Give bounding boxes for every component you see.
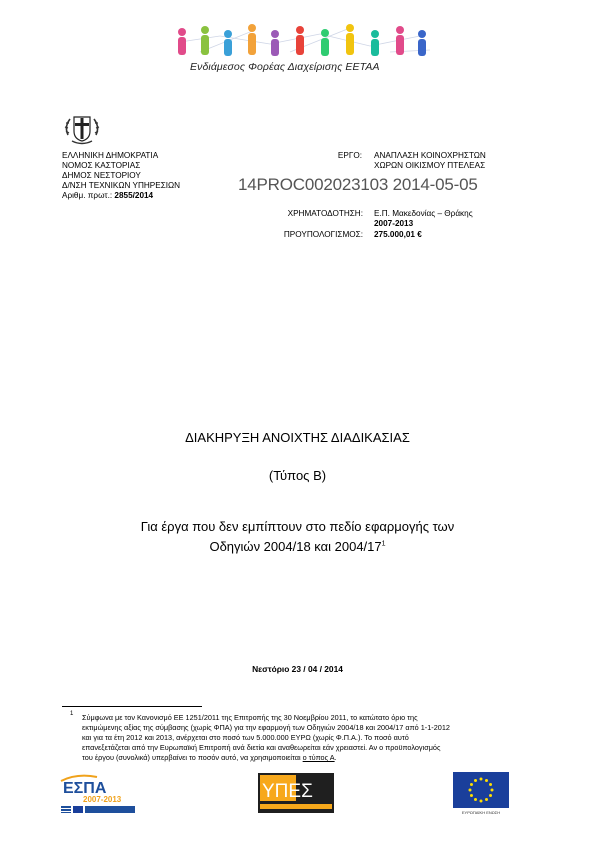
footnote-line-2: εκτιμώμενης αξίας της σύμβασης (χωρίς ΦΠΑ) για την εφαρμογή των Οδηγιών 2004/18 και 2004/17 από 1-1-2012	[82, 723, 450, 732]
banner-title: Ενδιάμεσος Φορέας Διαχείρισης ΕΕΤΑΑ	[190, 61, 380, 73]
document-type: (Τύπος Β)	[268, 468, 327, 483]
footnote-line-1: Σύμφωνα με τον Κανονισμό ΕΕ 1251/2011 της Επιτροπής της 30 Νοεμβρίου 2011, το κατώτατο όριο της	[82, 713, 418, 722]
budget-value: 275.000,01 €	[374, 230, 422, 239]
funding-line-1: Ε.Π. Μακεδονίας – Θράκης	[374, 209, 473, 218]
reference-number: 14PROC002023103 2014-05-05	[238, 175, 478, 194]
espa-logo	[57, 771, 139, 816]
subtitle-line-2-text: Οδηγιών 2004/18 και 2004/17	[209, 539, 382, 554]
footnote-marker: 1	[70, 711, 74, 717]
subtitle-line-2	[0, 539, 595, 554]
ypes-logo-text: ΥΠΕΣ	[262, 781, 313, 802]
eu-star-icon	[470, 783, 473, 786]
type-a-link[interactable]: ο τύπος Α	[302, 753, 335, 762]
footnote-line-5-end: .	[334, 753, 337, 762]
funding-label: ΧΡΗΜΑΤΟΔΟΤΗΣΗ:	[287, 209, 363, 218]
eu-star-icon	[480, 778, 483, 781]
ergo-line-2: ΧΩΡΩΝ ΟΙΚΙΣΜΟΥ ΠΤΕΛΕΑΣ	[374, 161, 486, 170]
authority-line-3: ΔΗΜΟΣ ΝΕΣΤΟΡΙΟΥ	[62, 171, 141, 180]
funding-line-2: 2007-2013	[374, 219, 414, 228]
footnote-divider	[62, 706, 202, 707]
document-title: ΔΙΑΚΗΡΥΞΗ ΑΝΟΙΧΤΗΣ ΔΙΑΔΙΚΑΣΙΑΣ	[185, 430, 410, 445]
footnote-line-3: και για τα έτη 2012 και 2013, ανέρχεται στο ποσό των 5.000.000 ΕΥΡΩ (χωρίς Φ.Π.Α.). Το ποσό αυτό	[82, 733, 409, 742]
footnote-line-4: επανεξετάζεται από την Ευρωπαϊκή Επιτροπή ανά διετία και αναθεωρείται εάν χρειαστεί. Αν ο προϋπολογισμός	[82, 743, 441, 752]
subtitle-line-1: Για έργα που δεν εμπίπτουν στο πεδίο εφαρμογής των	[140, 519, 455, 534]
eu-star-icon	[485, 798, 488, 801]
espa-logo-text: ΕΣΠΑ	[63, 780, 107, 797]
date-line: Νεστόριο 23 / 04 / 2014	[252, 664, 343, 674]
authority-line-1: ΕΛΛΗΝΙΚΗ ΔΗΜΟΚΡΑΤΙΑ	[62, 151, 159, 160]
eu-caption: ΕΥΡΩΠΑΪΚΗ ΕΝΩΣΗ	[461, 810, 501, 815]
eu-star-icon	[480, 800, 483, 803]
eu-flag-logo	[453, 772, 509, 816]
espa-logo-years: 2007-2013	[83, 795, 122, 804]
authority-line-2: ΝΟΜΟΣ ΚΑΣΤΟΡΙΑΣ	[62, 161, 141, 170]
protocol-label: Αριθμ. πρωτ.:	[62, 191, 113, 200]
eu-star-icon	[469, 789, 472, 792]
hellenic-emblem-icon	[62, 111, 102, 147]
footnote-line-5	[82, 753, 542, 763]
protocol-number	[62, 191, 153, 201]
eu-star-icon	[485, 779, 488, 782]
eu-star-icon	[474, 779, 477, 782]
eu-star-icon	[489, 794, 492, 797]
ypes-logo	[258, 773, 334, 813]
eu-star-icon	[491, 789, 494, 792]
authority-line-4: Δ/ΝΣΗ ΤΕΧΝΙΚΩΝ ΥΠΗΡΕΣΙΩΝ	[62, 181, 181, 190]
footnote-reference[interactable]: 1	[381, 540, 386, 548]
ergo-line-1: ΑΝΑΠΛΑΣΗ ΚΟΙΝΟΧΡΗΣΤΩΝ	[374, 151, 486, 160]
eu-star-icon	[489, 783, 492, 786]
budget-label: ΠΡΟΥΠΟΛΟΓΙΣΜΟΣ:	[283, 230, 363, 239]
eu-star-icon	[470, 794, 473, 797]
eu-star-icon	[474, 798, 477, 801]
ergo-label: ΕΡΓΟ:	[337, 151, 362, 160]
protocol-value: 2855/2014	[114, 191, 154, 200]
footnote-line-5-text: του έργου (συνολικά) υπερβαίνει το ποσόν αυτό, να χρησιμοποιείται	[82, 753, 303, 762]
